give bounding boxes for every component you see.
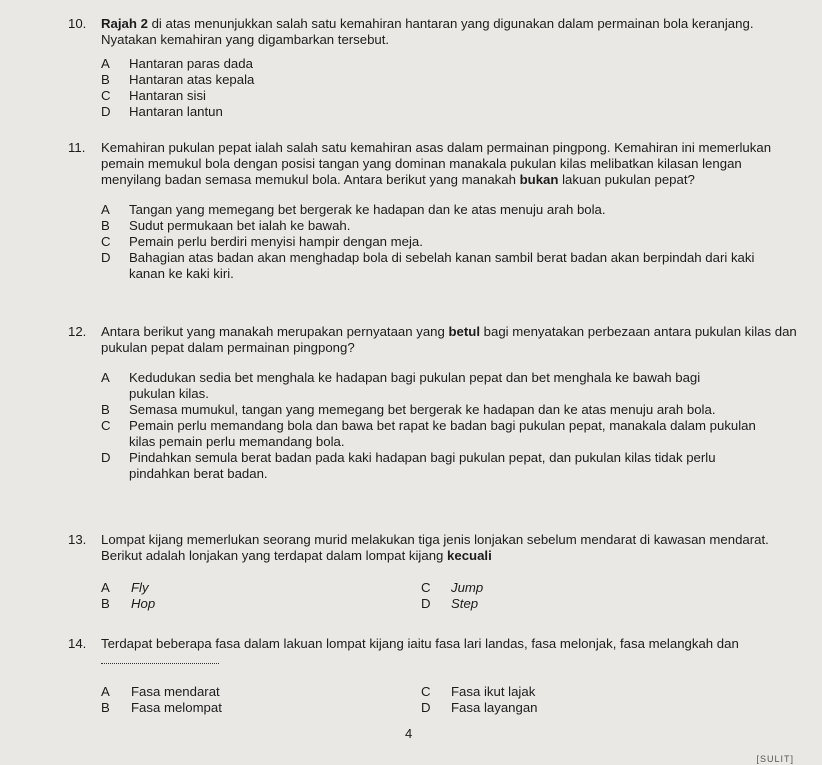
option-c[interactable]: [101, 234, 798, 250]
option-b[interactable]: [101, 402, 798, 418]
question-13: [68, 532, 798, 612]
option-a[interactable]: [101, 370, 798, 402]
option-text: Fly: [131, 580, 149, 595]
option-letter: A: [101, 580, 110, 595]
question-number: 11.: [68, 140, 86, 155]
option-letter: C: [101, 88, 111, 103]
option-b[interactable]: [101, 218, 798, 234]
option-text: Jump: [451, 580, 484, 595]
option-c[interactable]: [101, 418, 798, 450]
option-text: Semasa mumukul, tangan yang memegang bet bergerak ke hadapan dan ke atas menuju arah bola.: [129, 402, 716, 417]
option-text: Hantaran paras dada: [129, 56, 253, 71]
option-d[interactable]: [421, 596, 721, 612]
option-b[interactable]: [101, 700, 421, 716]
question-bold-word: bukan: [519, 172, 559, 187]
option-letter: C: [101, 418, 111, 433]
options: [101, 202, 798, 282]
options: [101, 56, 798, 120]
question-bold-lead: Rajah 2: [101, 16, 148, 31]
option-b[interactable]: [101, 72, 798, 88]
question-text: [101, 636, 798, 668]
option-text: Hop: [131, 596, 156, 611]
option-text: Hantaran atas kepala: [129, 72, 255, 87]
answer-blank[interactable]: [101, 653, 219, 664]
option-a[interactable]: [101, 580, 421, 596]
option-text: Pemain perlu memandang bola dan bawa bet rapat ke badan bagi pukulan pepat, manakala dalam pukulan kilas pemain perlu memandang bola.: [129, 418, 756, 449]
question-text: [101, 324, 798, 356]
option-letter: C: [101, 234, 111, 249]
option-text: Pindahkan semula berat badan pada kaki hadapan bagi pukulan pepat, dan pukulan kilas tidak perlu pindahkan berat badan.: [129, 450, 716, 481]
option-text: Step: [451, 596, 479, 611]
question-body: Lompat kijang memerlukan seorang murid melakukan tiga jenis lonjakan sebelum mendarat di kawasan mendarat. Berikut adalah lonjakan yang terdapat dalam lompat kijang: [101, 532, 769, 563]
option-d[interactable]: [421, 700, 721, 716]
options: [101, 684, 798, 716]
question-body: Antara berikut yang manakah merupakan pernyataan yang: [101, 324, 449, 339]
question-bold-word: betul: [448, 324, 481, 339]
option-text: Fasa layangan: [451, 700, 538, 715]
option-letter: C: [421, 684, 431, 699]
option-text: Tangan yang memegang bet bergerak ke hadapan dan ke atas menuju arah bola.: [129, 202, 606, 217]
question-10: [68, 16, 798, 120]
question-12: [68, 324, 798, 482]
option-c[interactable]: [101, 88, 798, 104]
question-number: 14.: [68, 636, 87, 651]
option-c[interactable]: [421, 684, 721, 700]
option-letter: A: [101, 56, 110, 71]
option-letter: A: [101, 370, 110, 385]
option-letter: D: [421, 596, 431, 611]
option-text: Fasa melompat: [131, 700, 222, 715]
option-text: Hantaran sisi: [129, 88, 206, 103]
option-text: Kedudukan sedia bet menghala ke hadapan bagi pukulan pepat dan bet menghala ke bawah bagi pukulan kilas.: [129, 370, 701, 401]
question-14: [68, 636, 798, 716]
option-text: Bahagian atas badan akan menghadap bola di sebelah kanan sambil berat badan akan berpindah dari kaki kanan ke kaki kiri.: [129, 250, 755, 281]
question-text: [101, 16, 798, 48]
option-letter: D: [421, 700, 431, 715]
option-a[interactable]: [101, 56, 798, 72]
option-letter: B: [101, 596, 110, 611]
option-letter: B: [101, 72, 110, 87]
option-a[interactable]: [101, 202, 798, 218]
question-number: 10.: [68, 16, 87, 31]
option-letter: D: [101, 250, 111, 265]
question-number: 13.: [68, 532, 87, 547]
option-letter: B: [101, 218, 110, 233]
option-text: Fasa ikut lajak: [451, 684, 536, 699]
option-letter: D: [101, 450, 111, 465]
option-letter: B: [101, 700, 110, 715]
question-11: [68, 140, 798, 282]
question-text: [101, 532, 798, 564]
option-letter: A: [101, 202, 110, 217]
option-letter: A: [101, 684, 110, 699]
question-body: di atas menunjukkan salah satu kemahiran hantaran yang digunakan dalam permainan bola keranjang. Nyatakan kemahiran yang digambarkan tersebut.: [101, 16, 754, 47]
option-text: Hantaran lantun: [129, 104, 223, 119]
option-d[interactable]: [101, 104, 798, 120]
option-letter: D: [101, 104, 111, 119]
option-text: Fasa mendarat: [131, 684, 220, 699]
question-body: Kemahiran pukulan pepat ialah salah satu kemahiran asas dalam permainan pingpong. Kemahiran ini memerlukan pemain memukul bola dengan posisi tangan yang dominan manakala pukulan kilas melibatkan kilasan lengan menyilang badan semasa memukul bola. Antara berikut yang manakah: [101, 140, 772, 187]
option-letter: C: [421, 580, 431, 595]
options: [101, 580, 798, 612]
footer-label: [SULIT]: [756, 754, 794, 764]
question-body: Terdapat beberapa fasa dalam lakuan lompat kijang iaitu fasa lari landas, fasa melonjak, fasa melangkah dan: [101, 636, 739, 651]
question-body-end: lakuan pukulan pepat?: [558, 172, 695, 187]
page-number: 4: [405, 726, 413, 741]
option-text: Pemain perlu berdiri menyisi hampir dengan meja.: [129, 234, 423, 249]
question-body-end: bagi menyatakan perbezaan antara pukulan kilas dan pukulan pepat dalam permainan pingpong?: [101, 324, 797, 355]
option-d[interactable]: [101, 250, 798, 282]
option-text: Sudut permukaan bet ialah ke bawah.: [129, 218, 351, 233]
option-b[interactable]: [101, 596, 421, 612]
options: [101, 370, 798, 482]
option-c[interactable]: [421, 580, 721, 596]
option-d[interactable]: [101, 450, 798, 482]
question-text: [101, 140, 798, 188]
question-number: 12.: [68, 324, 87, 339]
option-a[interactable]: [101, 684, 421, 700]
question-bold-word: kecuali: [447, 548, 492, 563]
option-letter: B: [101, 402, 110, 417]
